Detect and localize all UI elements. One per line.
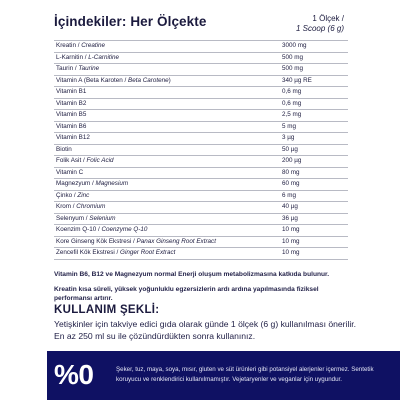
ingredient-name-en: Ginger Root Extract [120,249,176,256]
ingredient-row [54,179,348,191]
ingredient-name-tr: Magnezyum / [56,180,96,187]
ingredient-name-tr: Vitamin B12 [56,134,90,141]
ingredient-row [54,225,348,237]
ingredient-name [56,156,114,167]
ingredient-row [54,133,348,145]
ingredient-name [56,168,83,179]
ingredient-name-en: Beta Carotene [128,76,169,84]
ingredient-name [56,122,86,133]
ingredient-amount: 40 µg [282,203,298,210]
ingredient-name-tr: Vitamin A (Beta Karoten / [56,76,128,84]
ingredient-name [56,214,116,225]
ingredient-row [54,87,348,99]
ingredient-amount: 50 µg [282,145,298,153]
ingredient-name [56,76,171,87]
ingredient-name [56,145,72,156]
ingredient-name [56,110,86,121]
claim-creatine: Kreatin kısa süreli, yüksek yoğunluklu egzersizlerin ardı ardına yapılmasında fiziksel performansı artırır. [54,285,319,302]
ingredient-amount: 340 µg RE [282,76,312,84]
ingredient-amount: 500 mg [282,65,304,72]
zero-percent-badge: %0 [54,359,94,390]
ingredient-name-en: L-Carnitine [88,53,120,61]
ingredient-name [56,248,175,259]
ingredient-amount: 6 mg [282,191,296,199]
ingredient-name [56,53,119,64]
ingredient-amount: 3 µg [282,134,295,141]
ingredient-name-tr: Kore Ginseng Kök Ekstresi / [56,237,137,245]
ingredient-amount: 80 mg [282,168,300,176]
usage-text: Yetişkinler için takviye edici gıda olarak günde 1 ölçek (6 g) kullanılması önerilir. En az 250 ml su ile çözündürdükten sonra kullanınız. [54,319,357,341]
ingredient-name-en: Taurine [78,65,100,72]
ingredient-amount: 2,5 mg [282,111,302,118]
ingredient-name-tr: Folik Asit / [56,157,87,164]
ingredient-name-tr: Vitamin B1 [56,88,87,95]
ingredient-name [56,133,90,144]
ingredient-amount: 0,6 mg [282,88,302,95]
ingredient-name-tr: Koenzim Q-10 / [56,226,102,233]
ingredient-row [54,41,348,53]
ingredient-amount: 10 mg [282,249,300,256]
ingredient-row [54,145,348,157]
ingredient-name-tr: Krom / [56,203,77,210]
ingredient-amount: 36 µg [282,214,298,222]
ingredient-row [54,64,348,76]
ingredient-row [54,110,348,122]
ingredient-name-close: ) [168,76,171,84]
allergen-text: Şeker, tuz, maya, soya, mısır, gluten ve süt ürünleri gibi potansiyel alerjenler içermez. Sentetik koruyucu ve renklendirici kullanılmamıştır. Vejetaryenler ve veganlar için uygundur. [116,366,374,383]
ingredient-row [54,76,348,88]
ingredient-name-en: Zinc [77,191,90,199]
ingredient-name [56,87,86,98]
ingredient-name [56,237,216,248]
ingredient-row [54,99,348,111]
ingredient-row [54,122,348,134]
serving-size-en: 1 Scoop (6 g) [295,24,344,33]
ingredient-name-tr: Biotin [56,145,72,153]
ingredient-row [54,168,348,180]
ingredient-amount: 10 mg [282,237,300,245]
ingredient-amount: 3000 mg [282,42,307,49]
ingredient-amount: 5 mg [282,122,296,130]
ingredient-amount: 10 mg [282,226,300,233]
ingredient-name-en: Creatine [81,42,106,49]
ingredient-name [56,99,86,110]
ingredient-name-tr: Vitamin B6 [56,122,87,130]
ingredient-row [54,248,348,260]
ingredient-amount: 200 µg [282,157,302,164]
ingredient-name-tr: Zencefil Kök Ekstresi / [56,249,121,256]
serving-size [272,14,344,34]
ingredient-name [56,225,147,236]
ingredient-name-tr: Taurin / [56,65,79,72]
ingredient-row [54,237,348,249]
ingredient-name-en: Panax Ginseng Root Extract [136,237,216,245]
ingredient-name-en: Chromium [76,203,106,210]
ingredient-row [54,191,348,203]
ingredient-row [54,156,348,168]
ingredient-name-tr: Selenyum / [56,214,90,222]
ingredient-name-tr: L-Karnitin / [56,53,89,61]
serving-size-tr: 1 Ölçek / [312,14,344,23]
ingredient-amount: 500 mg [282,53,304,61]
ingredient-name-tr: Vitamin C [56,168,84,176]
ingredient-name-tr: Çinko / [56,191,78,199]
ingredient-name-tr: Vitamin B2 [56,99,87,107]
ingredient-amount: 0,6 mg [282,99,302,107]
ingredients-table [54,40,348,260]
ingredient-name-tr: Kreatin / [56,42,82,49]
ingredient-name-tr: Vitamin B5 [56,111,87,118]
ingredient-name-en: Coenzyme Q-10 [101,226,148,233]
ingredient-name [56,202,105,213]
ingredient-name-en: Selenium [89,214,116,222]
ingredient-row [54,53,348,65]
ingredient-name-en: Magnesium [95,180,129,187]
ingredient-name [56,64,99,75]
usage-title: KULLANIM ŞEKLİ: [54,304,160,316]
ingredient-name-en: Folic Acid [86,157,114,164]
allergen-banner [47,351,400,400]
ingredient-row [54,202,348,214]
ingredients-title: İçindekiler: Her Ölçekte [54,14,207,29]
claim-vitamins: Vitamin B6, B12 ve Magnezyum normal Enerji oluşum metabolizmasına katkıda bulunur. [54,271,330,278]
ingredient-name [56,179,128,190]
ingredient-name [56,41,105,52]
ingredient-row [54,214,348,226]
ingredient-amount: 60 mg [282,180,300,187]
ingredient-name [56,191,89,202]
